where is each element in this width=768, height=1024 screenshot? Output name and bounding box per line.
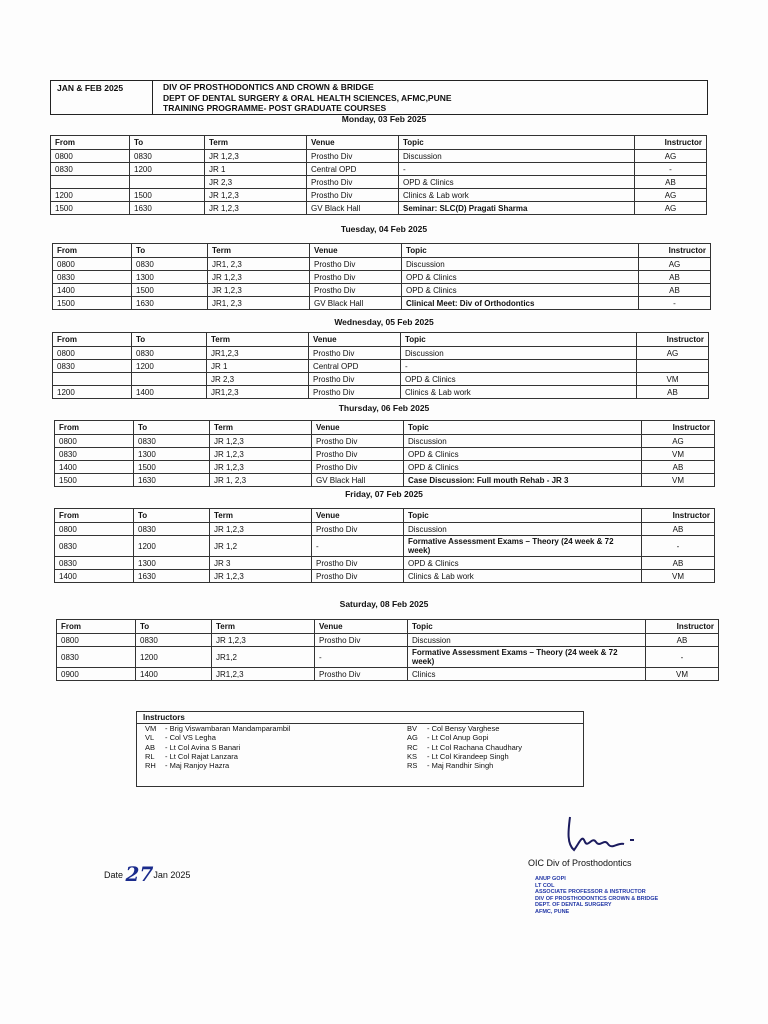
- period-label: JAN & FEB 2025: [51, 81, 153, 114]
- instructor-entry: [407, 761, 522, 770]
- column-header-topic: Topic: [402, 244, 639, 258]
- cell-to: 1300: [132, 271, 208, 284]
- cell-to: 0830: [134, 523, 210, 536]
- table-header-row: [53, 333, 709, 347]
- cell-from: 1400: [55, 461, 134, 474]
- cell-topic: Seminar: SLC(D) Pragati Sharma: [399, 202, 635, 215]
- oic-signature-label: OIC Div of Prosthodontics: [528, 858, 632, 868]
- cell-term: JR1,2,3: [212, 668, 315, 681]
- day-title: Saturday, 08 Feb 2025: [339, 599, 429, 609]
- column-header-topic: Topic: [404, 509, 642, 523]
- cell-term: JR 1,2,3: [210, 448, 312, 461]
- cell-venue: GV Black Hall: [307, 202, 399, 215]
- cell-to: 1630: [134, 570, 210, 583]
- stamp-line: ASSOCIATE PROFESSOR & INSTRUCTOR: [535, 889, 646, 896]
- cell-from: 1200: [51, 189, 130, 202]
- cell-from: [53, 373, 132, 386]
- officer-stamp: [535, 876, 658, 916]
- column-header-venue: Venue: [312, 421, 404, 435]
- instructors-title: Instructors: [137, 712, 583, 724]
- cell-instructor: VM: [642, 448, 715, 461]
- cell-venue: Prostho Div: [315, 668, 408, 681]
- cell-venue: Prostho Div: [312, 570, 404, 583]
- schedule-table: [54, 508, 715, 583]
- table-row: [55, 536, 715, 557]
- column-header-from: From: [55, 509, 134, 523]
- table-row: [55, 435, 715, 448]
- cell-to: 0830: [136, 634, 212, 647]
- cell-term: JR 1: [205, 163, 307, 176]
- table-row: [51, 150, 707, 163]
- instructor-entry: [145, 724, 290, 733]
- schedule-table: [52, 332, 709, 399]
- cell-topic: Clinics & Lab work: [401, 386, 637, 399]
- cell-term: JR1, 2,3: [208, 258, 310, 271]
- cell-to: 0830: [132, 347, 207, 360]
- table-row: [53, 271, 711, 284]
- table-row: [53, 258, 711, 271]
- column-header-term: Term: [210, 421, 312, 435]
- cell-to: 1200: [132, 360, 207, 373]
- instructors-left-column: [145, 724, 290, 770]
- cell-from: 0830: [51, 163, 130, 176]
- cell-instructor: VM: [646, 668, 719, 681]
- instructor-name: - Lt Col Avina S Banari: [165, 742, 241, 752]
- instructor-code: VM: [145, 724, 157, 733]
- cell-from: 0830: [53, 271, 132, 284]
- cell-topic: Discussion: [404, 523, 642, 536]
- table-row: [51, 163, 707, 176]
- cell-from: 1500: [55, 474, 134, 487]
- instructor-entry: [407, 733, 522, 742]
- column-header-instructor: Instructor: [639, 244, 711, 258]
- cell-instructor: AG: [642, 435, 715, 448]
- cell-term: JR 1,2,3: [210, 435, 312, 448]
- date-label: Date: [104, 870, 124, 880]
- stamp-line: ANUP GOPI: [535, 876, 566, 882]
- cell-venue: Prostho Div: [307, 150, 399, 163]
- cell-instructor: AG: [635, 202, 707, 215]
- table-row: [53, 347, 709, 360]
- cell-instructor: VM: [642, 570, 715, 583]
- cell-instructor: AG: [635, 150, 707, 163]
- cell-instructor: AG: [639, 258, 711, 271]
- cell-term: JR1,2: [212, 647, 315, 668]
- column-header-from: From: [57, 620, 136, 634]
- cell-from: [51, 176, 130, 189]
- cell-instructor: -: [639, 297, 711, 310]
- table-row: [53, 284, 711, 297]
- table-row: [55, 474, 715, 487]
- column-header-from: From: [53, 244, 132, 258]
- instructor-code: BV: [407, 724, 418, 733]
- column-header-term: Term: [212, 620, 315, 634]
- table-row: [51, 176, 707, 189]
- cell-term: JR 1,2,3: [205, 189, 307, 202]
- cell-to: [130, 176, 205, 189]
- cell-instructor: AG: [637, 347, 709, 360]
- cell-venue: Prostho Div: [307, 189, 399, 202]
- schedule-table: [56, 619, 719, 681]
- cell-to: 1300: [134, 448, 210, 461]
- cell-venue: Prostho Div: [309, 386, 401, 399]
- programme-title: TRAINING PROGRAMME- POST GRADUATE COURSES: [163, 103, 387, 113]
- instructor-entry: [145, 743, 290, 752]
- cell-instructor: VM: [642, 474, 715, 487]
- instructors-legend: [136, 711, 584, 787]
- cell-from: 0900: [57, 668, 136, 681]
- cell-instructor: [637, 360, 709, 373]
- cell-to: 1500: [134, 461, 210, 474]
- cell-to: 1200: [134, 536, 210, 557]
- column-header-from: From: [53, 333, 132, 347]
- cell-topic: Clinical Meet: Div of Orthodontics: [402, 297, 639, 310]
- cell-term: JR1,2,3: [207, 347, 309, 360]
- cell-to: 0830: [130, 150, 205, 163]
- cell-venue: Central OPD: [307, 163, 399, 176]
- instructors-right-column: [407, 724, 522, 770]
- column-header-instructor: Instructor: [646, 620, 719, 634]
- day-title: Monday, 03 Feb 2025: [341, 114, 427, 124]
- table-row: [51, 202, 707, 215]
- cell-topic: OPD & Clinics: [401, 373, 637, 386]
- cell-venue: -: [312, 536, 404, 557]
- cell-topic: Formative Assessment Exams – Theory (24 week & 72 week): [408, 647, 646, 668]
- column-header-instructor: Instructor: [642, 421, 715, 435]
- cell-topic: OPD & Clinics: [404, 557, 642, 570]
- cell-from: 0830: [55, 448, 134, 461]
- cell-topic: OPD & Clinics: [399, 176, 635, 189]
- column-header-instructor: Instructor: [637, 333, 709, 347]
- cell-topic: Discussion: [404, 435, 642, 448]
- column-header-topic: Topic: [399, 136, 635, 150]
- cell-to: 1300: [134, 557, 210, 570]
- cell-from: 1200: [53, 386, 132, 399]
- table-row: [55, 448, 715, 461]
- day-title: Friday, 07 Feb 2025: [345, 489, 423, 499]
- cell-term: JR 1,2,3: [208, 284, 310, 297]
- instructor-entry: [407, 752, 522, 761]
- column-header-to: To: [132, 244, 208, 258]
- table-header-row: [55, 509, 715, 523]
- cell-instructor: AB: [639, 271, 711, 284]
- instructor-name: - Col VS Legha: [165, 733, 216, 743]
- instructor-name: - Col Bensy Varghese: [427, 724, 500, 733]
- cell-venue: Central OPD: [309, 360, 401, 373]
- cell-topic: Formative Assessment Exams – Theory (24 week & 72 week): [404, 536, 642, 557]
- stamp-line: DEPT. OF DENTAL SURGERY: [535, 902, 612, 909]
- cell-to: 1630: [130, 202, 205, 215]
- instructor-entry: [407, 724, 522, 733]
- day-title: Thursday, 06 Feb 2025: [338, 403, 430, 413]
- division-title: DIV OF PROSTHODONTICS AND CROWN & BRIDGE: [163, 82, 374, 92]
- schedule-table: [52, 243, 711, 310]
- cell-instructor: AB: [642, 523, 715, 536]
- cell-topic: -: [401, 360, 637, 373]
- cell-term: JR 2,3: [207, 373, 309, 386]
- column-header-venue: Venue: [310, 244, 402, 258]
- header-titles: [163, 82, 452, 114]
- cell-instructor: AB: [639, 284, 711, 297]
- column-header-to: To: [132, 333, 207, 347]
- cell-venue: Prostho Div: [309, 373, 401, 386]
- cell-term: JR 3: [210, 557, 312, 570]
- instructor-name: - Maj Randhir Singh: [427, 761, 494, 771]
- column-header-to: To: [134, 421, 210, 435]
- column-header-topic: Topic: [401, 333, 637, 347]
- column-header-to: To: [136, 620, 212, 634]
- cell-to: 1200: [130, 163, 205, 176]
- table-row: [55, 557, 715, 570]
- table-row: [55, 523, 715, 536]
- cell-instructor: AB: [642, 461, 715, 474]
- cell-from: 0800: [53, 258, 132, 271]
- column-header-venue: Venue: [312, 509, 404, 523]
- cell-from: 0830: [55, 536, 134, 557]
- cell-from: 1500: [53, 297, 132, 310]
- table-header-row: [55, 421, 715, 435]
- table-row: [55, 461, 715, 474]
- table-header-row: [53, 244, 711, 258]
- cell-term: JR 1,2,3: [210, 570, 312, 583]
- cell-from: 0800: [55, 523, 134, 536]
- table-row: [53, 297, 711, 310]
- cell-from: 1400: [55, 570, 134, 583]
- table-row: [57, 647, 719, 668]
- cell-to: 1200: [136, 647, 212, 668]
- stamp-line: AFMC, PUNE: [535, 908, 570, 915]
- cell-from: 0800: [53, 347, 132, 360]
- stamp-line: DIV OF PROSTHODONTICS CROWN & BRIDGE: [535, 895, 659, 902]
- cell-from: 1400: [53, 284, 132, 297]
- table-row: [55, 570, 715, 583]
- cell-instructor: AB: [646, 634, 719, 647]
- cell-to: 1500: [132, 284, 208, 297]
- cell-from: 0830: [55, 557, 134, 570]
- cell-from: 1500: [51, 202, 130, 215]
- cell-instructor: VM: [637, 373, 709, 386]
- column-header-topic: Topic: [408, 620, 646, 634]
- cell-instructor: AB: [637, 386, 709, 399]
- instructor-code: RS: [407, 761, 418, 771]
- cell-venue: Prostho Div: [312, 461, 404, 474]
- column-header-term: Term: [207, 333, 309, 347]
- cell-topic: OPD & Clinics: [402, 284, 639, 297]
- document-header: [50, 80, 708, 115]
- column-header-instructor: Instructor: [642, 509, 715, 523]
- table-row: [57, 668, 719, 681]
- cell-topic: Discussion: [408, 634, 646, 647]
- column-header-term: Term: [210, 509, 312, 523]
- cell-to: [132, 373, 207, 386]
- instructor-name: - Brig Viswambaran Mandamparambil: [165, 724, 291, 733]
- cell-topic: OPD & Clinics: [404, 461, 642, 474]
- cell-term: JR 1,2,3: [212, 634, 315, 647]
- cell-venue: Prostho Div: [310, 271, 402, 284]
- column-header-term: Term: [205, 136, 307, 150]
- table-row: [53, 360, 709, 373]
- cell-venue: -: [315, 647, 408, 668]
- cell-instructor: AG: [635, 189, 707, 202]
- cell-venue: Prostho Div: [312, 523, 404, 536]
- cell-from: 0830: [53, 360, 132, 373]
- cell-venue: Prostho Div: [315, 634, 408, 647]
- cell-to: 0830: [134, 435, 210, 448]
- instructor-entry: [145, 733, 290, 742]
- cell-venue: Prostho Div: [312, 557, 404, 570]
- cell-instructor: -: [635, 163, 707, 176]
- instructor-entry: [145, 761, 290, 770]
- date-month-year: Jan 2025: [153, 870, 191, 880]
- cell-from: 0800: [51, 150, 130, 163]
- instructor-name: - Lt Col Rajat Lanzara: [165, 751, 238, 761]
- cell-topic: Clinics & Lab work: [399, 189, 635, 202]
- cell-venue: Prostho Div: [309, 347, 401, 360]
- cell-topic: Case Discussion: Full mouth Rehab - JR 3: [404, 474, 642, 487]
- instructor-entry: [407, 743, 522, 752]
- cell-from: 0800: [57, 634, 136, 647]
- instructor-name: - Lt Col Anup Gopi: [427, 733, 489, 743]
- cell-venue: GV Black Hall: [310, 297, 402, 310]
- day-title: Wednesday, 05 Feb 2025: [334, 317, 434, 327]
- cell-venue: Prostho Div: [310, 258, 402, 271]
- stamp-line: LT COL: [535, 882, 555, 889]
- table-row: [53, 373, 709, 386]
- column-header-instructor: Instructor: [635, 136, 707, 150]
- date-day: 27: [125, 862, 154, 886]
- column-header-from: From: [51, 136, 130, 150]
- table-header-row: [57, 620, 719, 634]
- cell-topic: Clinics: [408, 668, 646, 681]
- cell-topic: Clinics & Lab work: [404, 570, 642, 583]
- cell-to: 1630: [134, 474, 210, 487]
- cell-to: 1400: [132, 386, 207, 399]
- instructor-name: - Maj Ranjoy Hazra: [165, 761, 230, 771]
- instructor-code: AG: [407, 733, 418, 743]
- table-row: [51, 189, 707, 202]
- cell-term: JR 1,2: [210, 536, 312, 557]
- day-title: Tuesday, 04 Feb 2025: [340, 224, 428, 234]
- cell-topic: -: [399, 163, 635, 176]
- instructor-code: RH: [145, 761, 156, 771]
- cell-term: JR 1,2,3: [210, 461, 312, 474]
- column-header-venue: Venue: [309, 333, 401, 347]
- column-header-to: To: [130, 136, 205, 150]
- column-header-from: From: [55, 421, 134, 435]
- cell-venue: Prostho Div: [307, 176, 399, 189]
- cell-term: JR 1,2,3: [210, 523, 312, 536]
- table-header-row: [51, 136, 707, 150]
- cell-to: 1630: [132, 297, 208, 310]
- cell-term: JR 1, 2,3: [210, 474, 312, 487]
- cell-term: JR 1,2,3: [205, 202, 307, 215]
- instructor-code: AB: [145, 742, 156, 752]
- instructor-name: - Lt Col Kirandeep Singh: [427, 751, 509, 761]
- cell-topic: OPD & Clinics: [402, 271, 639, 284]
- schedule-table: [50, 135, 707, 215]
- cell-term: JR 1,2,3: [205, 150, 307, 163]
- cell-topic: Discussion: [399, 150, 635, 163]
- column-header-to: To: [134, 509, 210, 523]
- instructor-code: RL: [145, 751, 155, 761]
- column-header-topic: Topic: [404, 421, 642, 435]
- cell-topic: OPD & Clinics: [404, 448, 642, 461]
- column-header-venue: Venue: [307, 136, 399, 150]
- cell-to: 1400: [136, 668, 212, 681]
- instructor-entry: [145, 752, 290, 761]
- cell-venue: GV Black Hall: [312, 474, 404, 487]
- cell-instructor: -: [646, 647, 719, 668]
- cell-topic: Discussion: [402, 258, 639, 271]
- cell-term: JR1, 2,3: [208, 297, 310, 310]
- cell-term: JR1,2,3: [207, 386, 309, 399]
- department-title: DEPT OF DENTAL SURGERY & ORAL HEALTH SCIENCES, AFMC,PUNE: [163, 92, 452, 103]
- cell-from: 0800: [55, 435, 134, 448]
- cell-venue: Prostho Div: [312, 448, 404, 461]
- instructor-code: KS: [407, 751, 418, 761]
- date-line: [104, 862, 190, 886]
- cell-to: 0830: [132, 258, 208, 271]
- cell-term: JR 2,3: [205, 176, 307, 189]
- cell-term: JR 1: [207, 360, 309, 373]
- cell-venue: Prostho Div: [312, 435, 404, 448]
- schedule-table: [54, 420, 715, 487]
- table-row: [57, 634, 719, 647]
- cell-term: JR 1,2,3: [208, 271, 310, 284]
- cell-to: 1500: [130, 189, 205, 202]
- instructor-code: RC: [407, 742, 418, 752]
- cell-instructor: AB: [642, 557, 715, 570]
- cell-from: 0830: [57, 647, 136, 668]
- instructor-code: VL: [145, 733, 155, 743]
- instructor-name: - Lt Col Rachana Chaudhary: [427, 742, 523, 752]
- table-row: [53, 386, 709, 399]
- column-header-venue: Venue: [315, 620, 408, 634]
- cell-instructor: AB: [635, 176, 707, 189]
- cell-instructor: -: [642, 536, 715, 557]
- cell-topic: Discussion: [401, 347, 637, 360]
- cell-venue: Prostho Div: [310, 284, 402, 297]
- column-header-term: Term: [208, 244, 310, 258]
